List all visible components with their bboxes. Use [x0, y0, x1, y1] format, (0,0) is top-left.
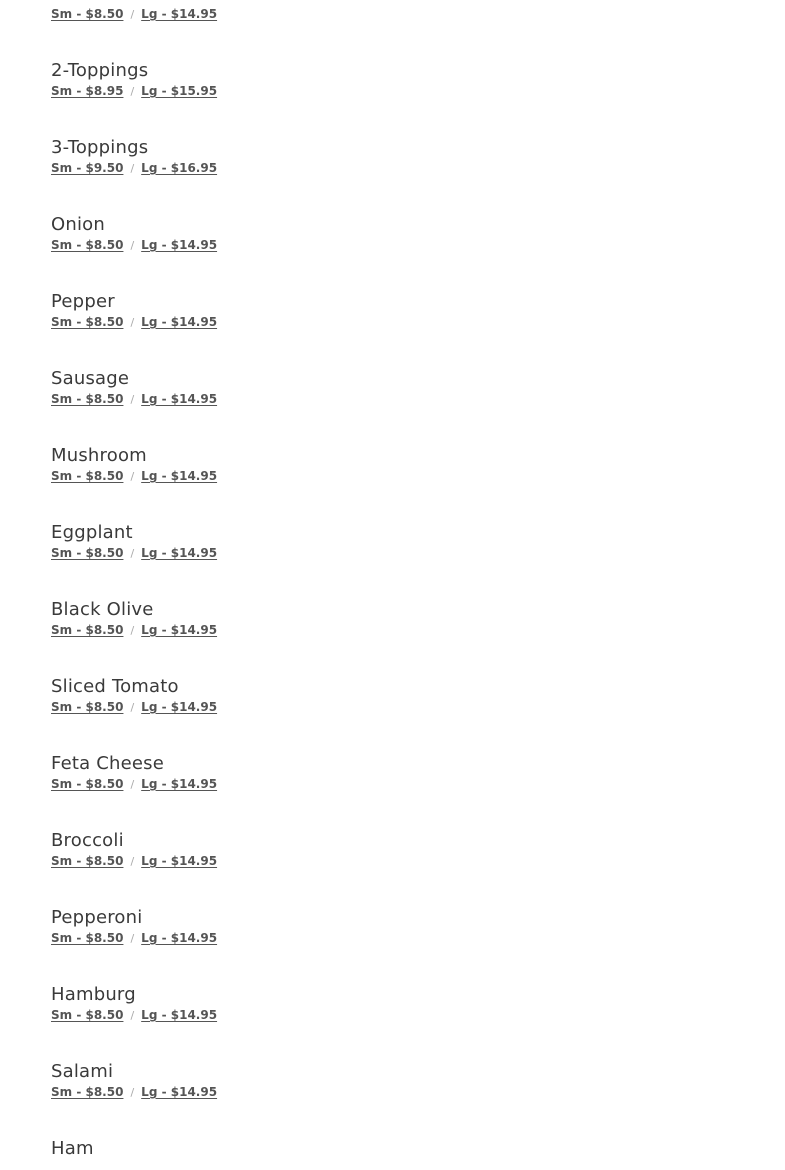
price-separator: / — [130, 239, 135, 252]
price-separator: / — [130, 624, 135, 637]
menu-item — [51, 477, 751, 560]
price-separator: / — [130, 85, 135, 98]
large-price-link[interactable]: Lg - $14.95 — [141, 238, 218, 252]
small-price-link[interactable]: Sm - $8.50 — [51, 469, 124, 483]
large-price-link[interactable]: Lg - $14.95 — [141, 623, 218, 637]
menu-item — [51, 631, 751, 714]
menu-item-name: Eggplant — [51, 522, 133, 543]
menu-item — [51, 554, 751, 637]
menu-item-name: Hamburg — [51, 984, 136, 1005]
price-separator: / — [130, 855, 135, 868]
menu-item-name: 2-Toppings — [51, 60, 149, 81]
large-price-link[interactable]: Lg - $14.95 — [141, 1085, 218, 1099]
price-separator: / — [130, 932, 135, 945]
small-price-link[interactable]: Sm - $8.50 — [51, 546, 124, 560]
large-price-link[interactable]: Lg - $14.95 — [141, 700, 218, 714]
large-price-link[interactable]: Lg - $14.95 — [141, 931, 218, 945]
menu-item-name: Mushroom — [51, 445, 147, 466]
price-separator: / — [130, 393, 135, 406]
menu-item — [51, 785, 751, 868]
price-separator: / — [130, 470, 135, 483]
small-price-link[interactable]: Sm - $8.50 — [51, 392, 124, 406]
small-price-link[interactable]: Sm - $8.50 — [51, 315, 124, 329]
menu-item-name: Pepperoni — [51, 907, 143, 928]
menu-item — [51, 708, 751, 791]
small-price-link[interactable]: Sm - $8.50 — [51, 1085, 124, 1099]
large-price-link[interactable]: Lg - $14.95 — [141, 469, 218, 483]
menu-item — [51, 862, 751, 945]
menu-item — [51, 0, 751, 21]
menu-item-name: Feta Cheese — [51, 753, 165, 774]
price-separator: / — [130, 1009, 135, 1022]
small-price-link[interactable]: Sm - $8.50 — [51, 1008, 124, 1022]
price-separator: / — [130, 316, 135, 329]
small-price-link[interactable]: Sm - $8.50 — [51, 238, 124, 252]
price-separator: / — [130, 701, 135, 714]
menu-item — [51, 400, 751, 483]
large-price-link[interactable]: Lg - $14.95 — [141, 392, 218, 406]
menu-item — [51, 169, 751, 252]
large-price-link[interactable]: Lg - $14.95 — [141, 1008, 218, 1022]
large-price-link[interactable]: Lg - $14.95 — [141, 854, 218, 868]
menu-item — [51, 939, 751, 1022]
menu-list — [51, 0, 751, 1170]
price-separator: / — [130, 547, 135, 560]
price-separator: / — [130, 8, 135, 21]
small-price-link[interactable]: Sm - $8.50 — [51, 623, 124, 637]
small-price-link[interactable]: Sm - $8.50 — [51, 854, 124, 868]
large-price-link[interactable]: Lg - $14.95 — [141, 315, 218, 329]
menu-item-name: Ham — [51, 1138, 94, 1159]
menu-item — [51, 1093, 751, 1170]
small-price-link[interactable]: Sm - $8.50 — [51, 7, 124, 21]
small-price-link[interactable]: Sm - $8.50 — [51, 700, 124, 714]
large-price-link[interactable]: Lg - $16.95 — [141, 161, 218, 175]
menu-item — [51, 246, 751, 329]
menu-item-name: Sliced Tomato — [51, 676, 179, 697]
large-price-link[interactable]: Lg - $14.95 — [141, 777, 218, 791]
menu-item-name: Onion — [51, 214, 105, 235]
menu-item — [51, 92, 751, 175]
menu-item — [51, 1016, 751, 1099]
menu-item-name: Salami — [51, 1061, 114, 1082]
small-price-link[interactable]: Sm - $8.95 — [51, 84, 124, 98]
menu-item — [51, 323, 751, 406]
menu-item-name: Pepper — [51, 291, 115, 312]
menu-item-name: 3-Toppings — [51, 137, 149, 158]
menu-item-name: Broccoli — [51, 830, 124, 851]
large-price-link[interactable]: Lg - $14.95 — [141, 546, 218, 560]
small-price-link[interactable]: Sm - $8.50 — [51, 931, 124, 945]
price-separator: / — [130, 1086, 135, 1099]
small-price-link[interactable]: Sm - $8.50 — [51, 777, 124, 791]
menu-item — [51, 15, 751, 98]
menu-item-name: Sausage — [51, 368, 130, 389]
small-price-link[interactable]: Sm - $9.50 — [51, 161, 124, 175]
large-price-link[interactable]: Lg - $14.95 — [141, 7, 218, 21]
large-price-link[interactable]: Lg - $15.95 — [141, 84, 218, 98]
menu-item-name: Black Olive — [51, 599, 154, 620]
price-separator: / — [130, 778, 135, 791]
price-separator: / — [130, 162, 135, 175]
